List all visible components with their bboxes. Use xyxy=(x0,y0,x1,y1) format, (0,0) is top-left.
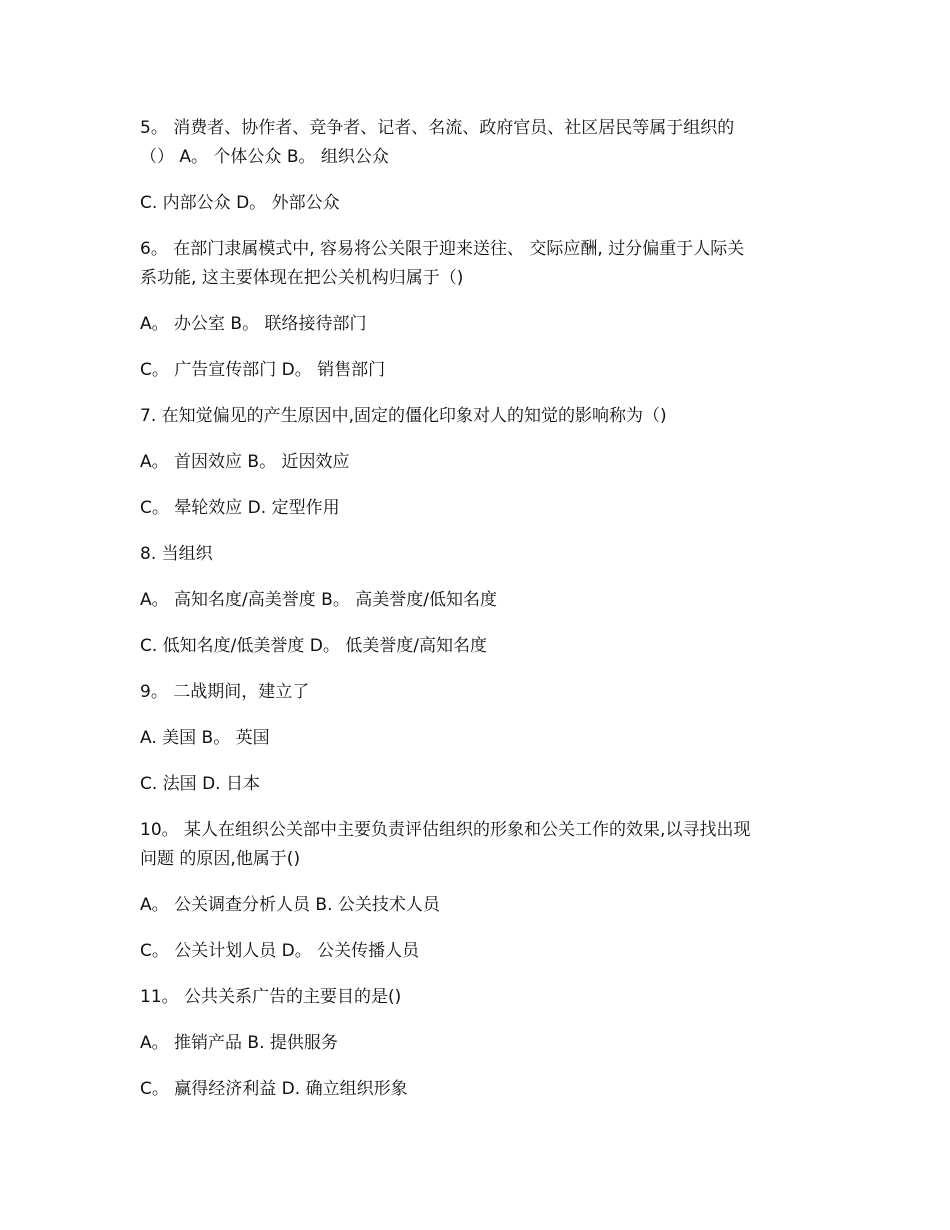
question-7-options-cd xyxy=(140,494,812,523)
text-line: 7. 在知觉偏见的产生原因中,固定的僵化印象对人的知觉的影响称为（) xyxy=(140,406,667,426)
question-7-options-ab xyxy=(140,448,812,477)
question-9-options-ab xyxy=(140,724,812,753)
text-line: 11。 公共关系广告的主要目的是() xyxy=(140,987,402,1007)
text-line: A。 办公室 B。 联络接待部门 xyxy=(140,314,367,334)
text-line: C. 低知名度/低美誉度 D。 低美誉度/高知名度 xyxy=(140,636,488,656)
text-line: 8. 当组织 xyxy=(140,544,213,564)
text-line: C. 内部公众 D。 外部公众 xyxy=(140,193,340,213)
text-line: 5。 消费者、协作者、竞争者、记者、名流、政府官员、社区居民等属于组织的 xyxy=(140,118,735,138)
text-line: A。 首因效应 B。 近因效应 xyxy=(140,452,350,472)
text-line: 系功能, 这主要体现在把公关机构归属于（) xyxy=(140,268,464,288)
text-line: C. 法国 D. 日本 xyxy=(140,774,260,794)
question-9-options-cd xyxy=(140,770,812,799)
question-11 xyxy=(140,983,812,1012)
question-5-options-cd xyxy=(140,189,812,218)
question-6-options-ab xyxy=(140,310,812,339)
question-8-options-cd xyxy=(140,632,812,661)
text-line: C。 公关计划人员 D。 公关传播人员 xyxy=(140,941,420,961)
question-11-options-cd xyxy=(140,1075,812,1104)
text-line: C。 广告宣传部门 D。 销售部门 xyxy=(140,360,386,380)
text-line: A。 公关调查分析人员 B. 公关技术人员 xyxy=(140,895,440,915)
text-line: 问题 的原因,他属于() xyxy=(140,849,301,869)
question-10-options-ab xyxy=(140,891,812,920)
question-10-options-cd xyxy=(140,937,812,966)
question-5 xyxy=(140,114,812,172)
text-line: 6。 在部门隶属模式中, 容易将公关限于迎来送往、 交际应酬, 过分偏重于人际关 xyxy=(140,239,745,259)
text-line: 9。 二战期间，建立了 xyxy=(140,682,310,702)
question-6 xyxy=(140,235,812,293)
question-11-options-ab xyxy=(140,1029,812,1058)
text-line: C。 赢得经济利益 D. 确立组织形象 xyxy=(140,1079,408,1099)
text-line: A. 美国 B。 英国 xyxy=(140,728,270,748)
question-9 xyxy=(140,678,812,707)
question-6-options-cd xyxy=(140,356,812,385)
text-line: A。 高知名度/高美誉度 B。 高美誉度/低知名度 xyxy=(140,590,497,610)
question-8 xyxy=(140,540,812,569)
question-10 xyxy=(140,816,812,874)
question-list xyxy=(140,114,812,1121)
text-line: 10。 某人在组织公关部中主要负责评估组织的形象和公关工作的效果,以寻找出现 xyxy=(140,820,751,840)
text-line: （） A。 个体公众 B。 组织公众 xyxy=(140,147,389,167)
question-8-options-ab xyxy=(140,586,812,615)
question-7 xyxy=(140,402,812,431)
text-line: C。 晕轮效应 D. 定型作用 xyxy=(140,498,340,518)
text-line: A。 推销产品 B. 提供服务 xyxy=(140,1033,338,1053)
